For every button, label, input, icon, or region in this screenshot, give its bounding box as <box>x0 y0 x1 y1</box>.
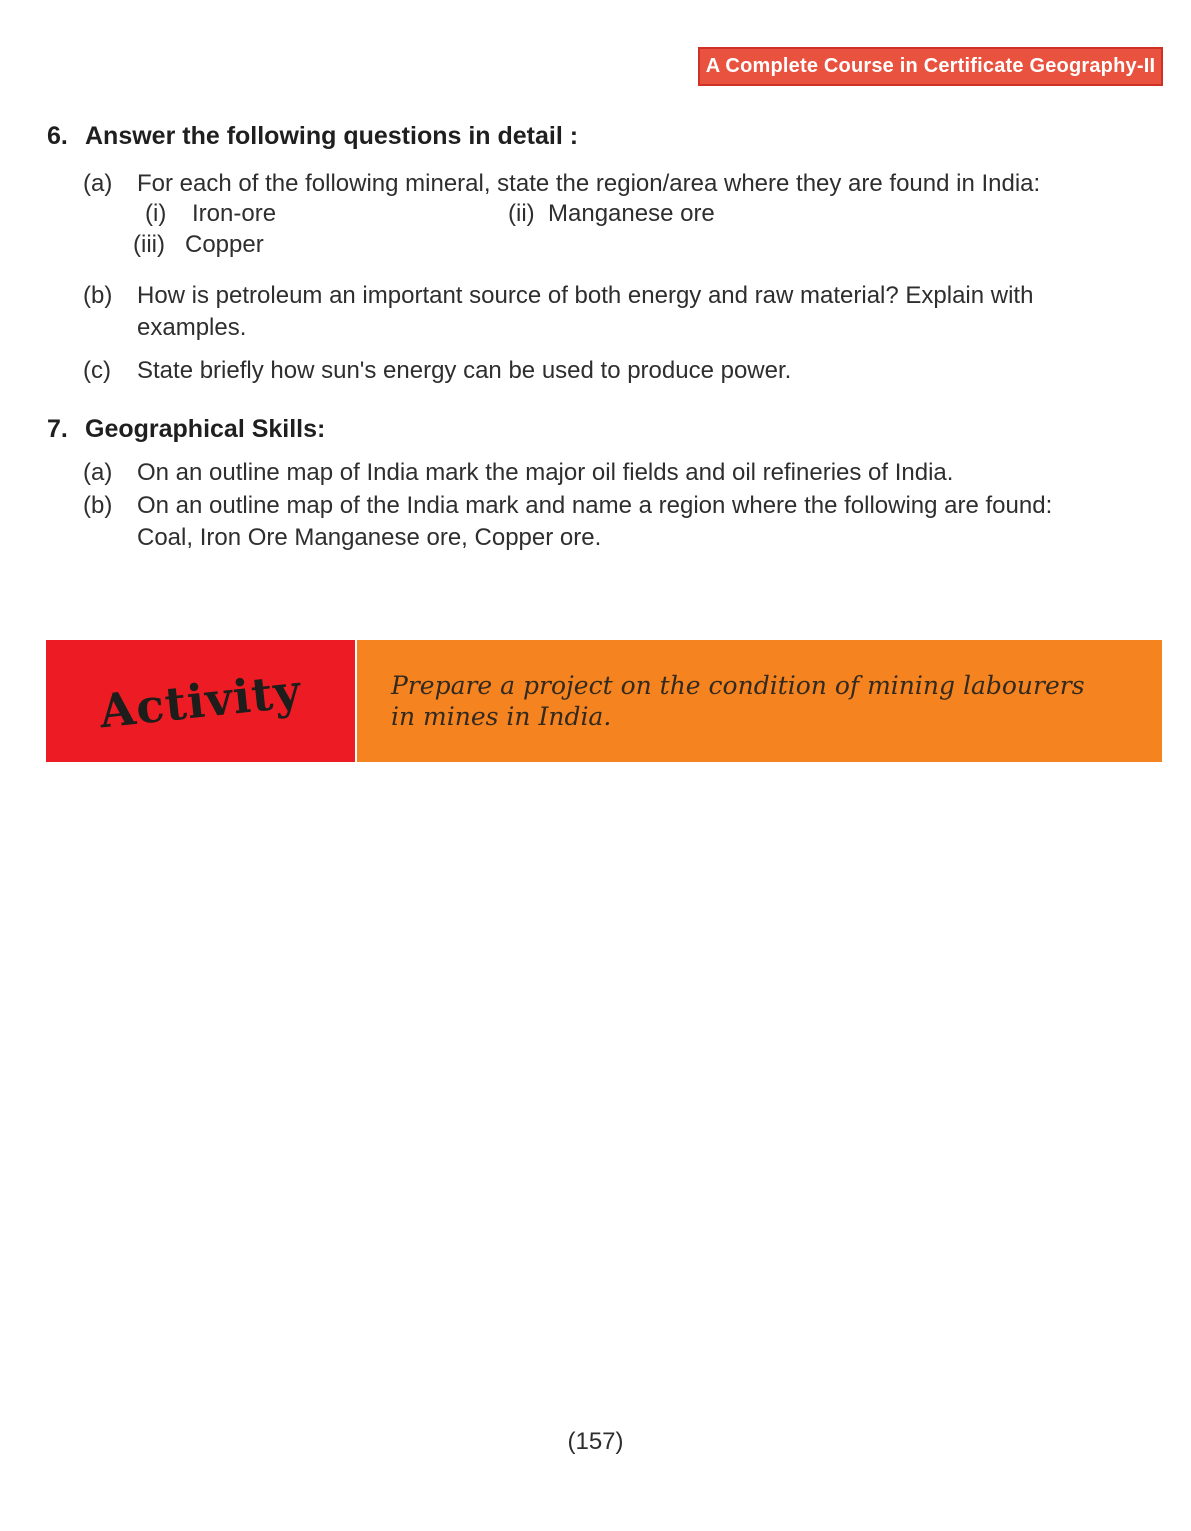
page-number: (157) <box>567 1428 624 1455</box>
question-6a-ii-label: (ii) <box>508 200 535 227</box>
question-7-title: Geographical Skills: <box>85 415 326 443</box>
activity-label-box <box>46 640 355 762</box>
question-7b-line-1: On an outline map of the India mark and name a region where the following are found: <box>137 492 1053 519</box>
question-7b-line-2: Coal, Iron Ore Manganese ore, Copper ore. <box>137 524 602 551</box>
activity-callout <box>46 640 1162 762</box>
activity-label: Activity <box>96 663 305 739</box>
question-7a-text: On an outline map of India mark the major oil fields and oil refineries of India. <box>137 459 954 486</box>
question-6a-i-label: (i) <box>145 200 167 227</box>
question-6a-iii-text: Copper <box>185 231 264 258</box>
header-banner-title: A Complete Course in Certificate Geography-II <box>705 55 1156 77</box>
question-6a-i-text: Iron-ore <box>192 200 277 227</box>
activity-text-line-1: Prepare a project on the condition of mining labourers <box>391 671 1085 700</box>
question-6c-label: (c) <box>83 357 111 384</box>
question-7-number: 7. <box>47 415 68 443</box>
question-6b-line-1: How is petroleum an important source of both energy and raw material? Explain with <box>137 282 1034 309</box>
question-6-number: 6. <box>47 122 68 150</box>
question-6c-text: State briefly how sun's energy can be used to produce power. <box>137 357 792 384</box>
question-7a-label: (a) <box>83 459 113 486</box>
question-7b-label: (b) <box>83 492 113 519</box>
question-6a-text: For each of the following mineral, state the region/area where they are found in India: <box>137 170 1041 197</box>
question-6a-iii-label: (iii) <box>133 231 165 258</box>
question-6a-label: (a) <box>83 170 113 197</box>
activity-text-line-2: in mines in India. <box>391 702 612 731</box>
question-6a-ii-text: Manganese ore <box>548 200 715 227</box>
question-6b-label: (b) <box>83 282 113 309</box>
header-banner <box>698 47 1163 86</box>
question-6-title: Answer the following questions in detail : <box>85 122 579 150</box>
activity-text-box <box>357 640 1162 762</box>
question-6b-line-2: examples. <box>137 314 247 341</box>
